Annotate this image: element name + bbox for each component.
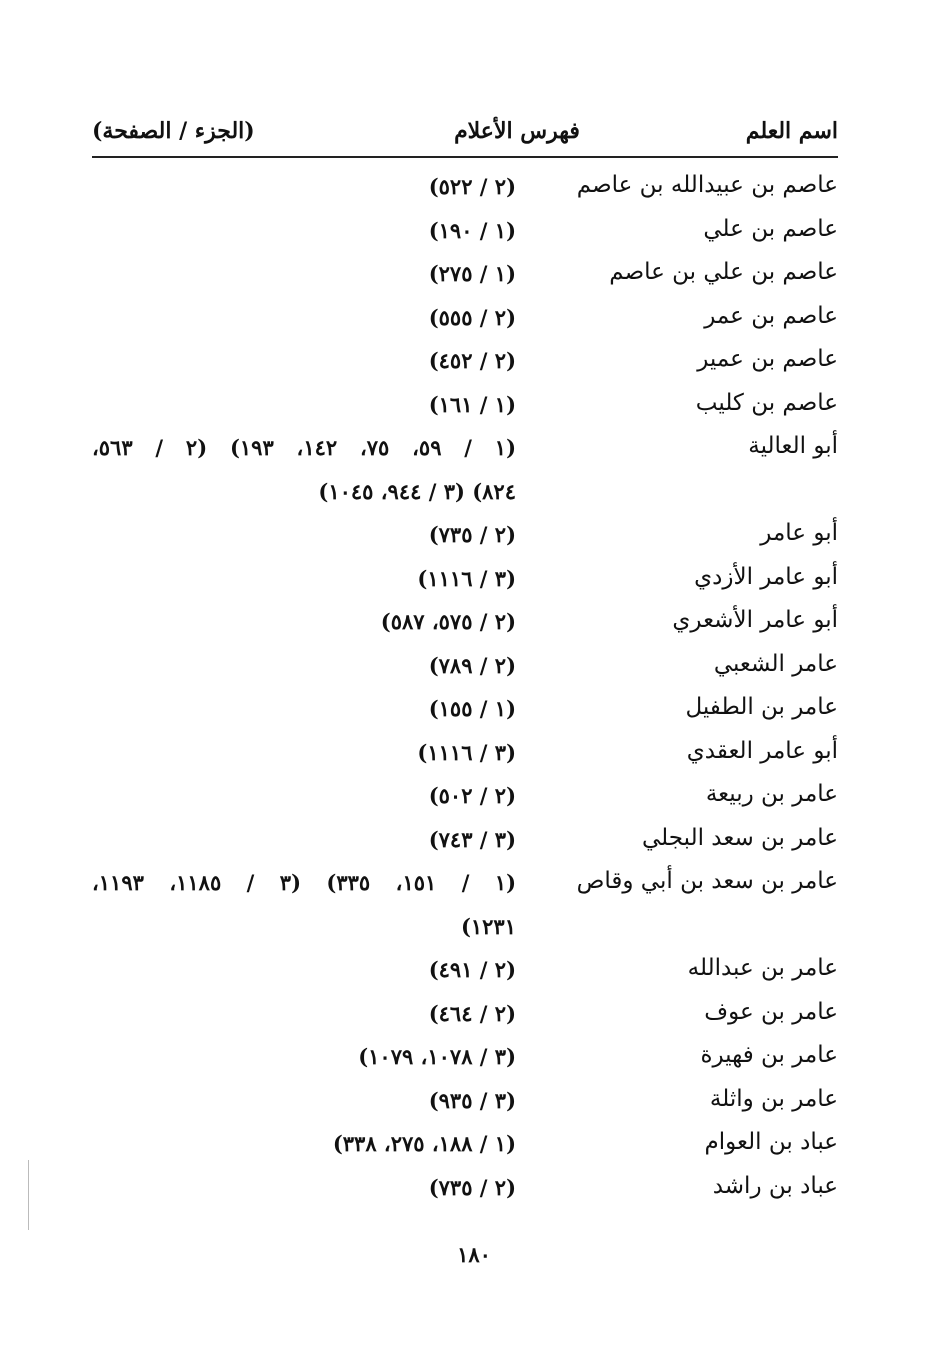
entry-refs: (٣ / ١١١٦) bbox=[417, 739, 516, 765]
entry-refs: (١ / ١٩٠) bbox=[428, 217, 516, 243]
entry-name: عاصم بن علي bbox=[703, 215, 838, 242]
entry-refs: (٣ / ٩٣٥) bbox=[428, 1087, 516, 1113]
entry-name: أبو عامر العقدي bbox=[686, 737, 838, 764]
index-entry bbox=[92, 514, 838, 558]
index-title: فهرس الأعلام bbox=[454, 118, 580, 144]
index-header bbox=[92, 112, 838, 152]
entry-refs: (٣ / ١٠٧٨، ١٠٧٩) bbox=[358, 1044, 516, 1069]
index-entry bbox=[92, 427, 838, 471]
entry-name: عاصم بن علي بن عاصم bbox=[609, 259, 838, 285]
entry-refs: (٢ / ٧٣٥) bbox=[428, 1174, 516, 1200]
index-entry bbox=[92, 558, 838, 602]
index-entry bbox=[92, 1036, 838, 1080]
entry-refs-continued: ١٢٣١) bbox=[460, 913, 516, 939]
entry-refs: (٢ / ٤٩١) bbox=[428, 957, 516, 982]
entry-refs: (٢ / ٥٥٥) bbox=[428, 304, 516, 330]
entry-name: أبو عامر bbox=[760, 520, 838, 546]
index-entry bbox=[92, 688, 838, 732]
index-entry bbox=[92, 1123, 838, 1167]
entry-refs: (٢ / ٥٧٥، ٥٨٧) bbox=[380, 609, 516, 634]
entry-name: عامر بن عوف bbox=[704, 998, 838, 1025]
index-entry-continuation bbox=[92, 471, 838, 515]
entry-name: عامر بن فهيرة bbox=[700, 1042, 838, 1068]
header-rule bbox=[92, 156, 838, 158]
index-entry-continuation bbox=[92, 906, 838, 950]
entry-refs: (٢ / ٧٨٩) bbox=[428, 652, 516, 678]
index-entry bbox=[92, 949, 838, 993]
entry-name: أبو العالية bbox=[748, 433, 838, 459]
entry-refs: (١ / ١٥١، ٣٣٥) (٣ / ١١٨٥، ١١٩٣، bbox=[92, 870, 517, 895]
entry-name: عاصم بن عمير bbox=[697, 346, 838, 372]
entry-refs: (٢ / ٥٢٢) bbox=[428, 174, 516, 199]
entry-refs: (١ / ١٦١) bbox=[428, 391, 516, 417]
index-entry bbox=[92, 297, 838, 341]
index-entry bbox=[92, 645, 838, 689]
entry-name: عامر بن الطفيل bbox=[685, 694, 838, 720]
entry-name: أبو عامر الأزدي bbox=[694, 563, 838, 590]
index-entry bbox=[92, 210, 838, 254]
entry-refs: (٢ / ٥٠٢) bbox=[428, 783, 516, 808]
index-entry bbox=[92, 775, 838, 819]
index-entry bbox=[92, 166, 838, 210]
index-entry bbox=[92, 993, 838, 1037]
index-entry bbox=[92, 732, 838, 776]
entry-name: عاصم بن عمر bbox=[704, 302, 838, 329]
index-entry bbox=[92, 819, 838, 863]
entry-refs: (١ / ٥٩، ٧٥، ١٤٢، ١٩٣) (٢ / ٥٦٣، bbox=[92, 435, 516, 460]
page-number: ١٨٠ bbox=[457, 1242, 491, 1267]
entry-refs: (١ / ١٥٥) bbox=[428, 696, 516, 721]
entry-name: عباد بن راشد bbox=[712, 1172, 838, 1199]
scan-margin-line bbox=[28, 1160, 29, 1230]
entry-name: عاصم بن عبيدالله بن عاصم bbox=[576, 172, 838, 198]
entry-name: عامر بن عبدالله bbox=[687, 955, 838, 981]
entry-refs: (١ / ١٨٨، ٢٧٥، ٣٣٨) bbox=[332, 1131, 516, 1156]
entry-refs: (٢ / ٤٦٤) bbox=[428, 1000, 516, 1026]
entry-name: عامر بن ربيعة bbox=[705, 781, 838, 807]
index-entry bbox=[92, 862, 838, 906]
index-entry bbox=[92, 1167, 838, 1211]
entry-refs: (١ / ٢٧٥) bbox=[428, 261, 516, 286]
index-entry bbox=[92, 601, 838, 645]
entry-refs-continued: ٨٢٤) (٣ / ٩٤٤، ١٠٤٥) bbox=[318, 478, 516, 504]
pages-column-label: (الجزء / الصفحة) bbox=[92, 118, 255, 144]
entry-refs: (٢ / ٤٥٢) bbox=[428, 348, 516, 373]
entry-refs: (٣ / ١١١٦) bbox=[417, 565, 516, 591]
entry-name: أبو عامر الأشعري bbox=[672, 607, 838, 633]
entry-name: عامر بن سعد البجلي bbox=[642, 824, 838, 851]
index-entry bbox=[92, 384, 838, 428]
entry-name: عامر الشعبي bbox=[713, 650, 838, 677]
entry-name: عباد بن العوام bbox=[704, 1129, 838, 1155]
index-entry bbox=[92, 1080, 838, 1124]
entry-refs: (٣ / ٧٤٣) bbox=[428, 826, 516, 852]
entry-refs: (٢ / ٧٣٥) bbox=[428, 522, 516, 547]
entry-name: عامر بن واثلة bbox=[709, 1085, 838, 1112]
entry-name: عامر بن سعد بن أبي وقاص bbox=[576, 868, 838, 894]
index-entry bbox=[92, 340, 838, 384]
index-entry bbox=[92, 253, 838, 297]
index-entries bbox=[92, 166, 838, 1210]
name-column-label: اسم العلم bbox=[745, 118, 838, 144]
entry-name: عاصم بن كليب bbox=[695, 389, 838, 416]
